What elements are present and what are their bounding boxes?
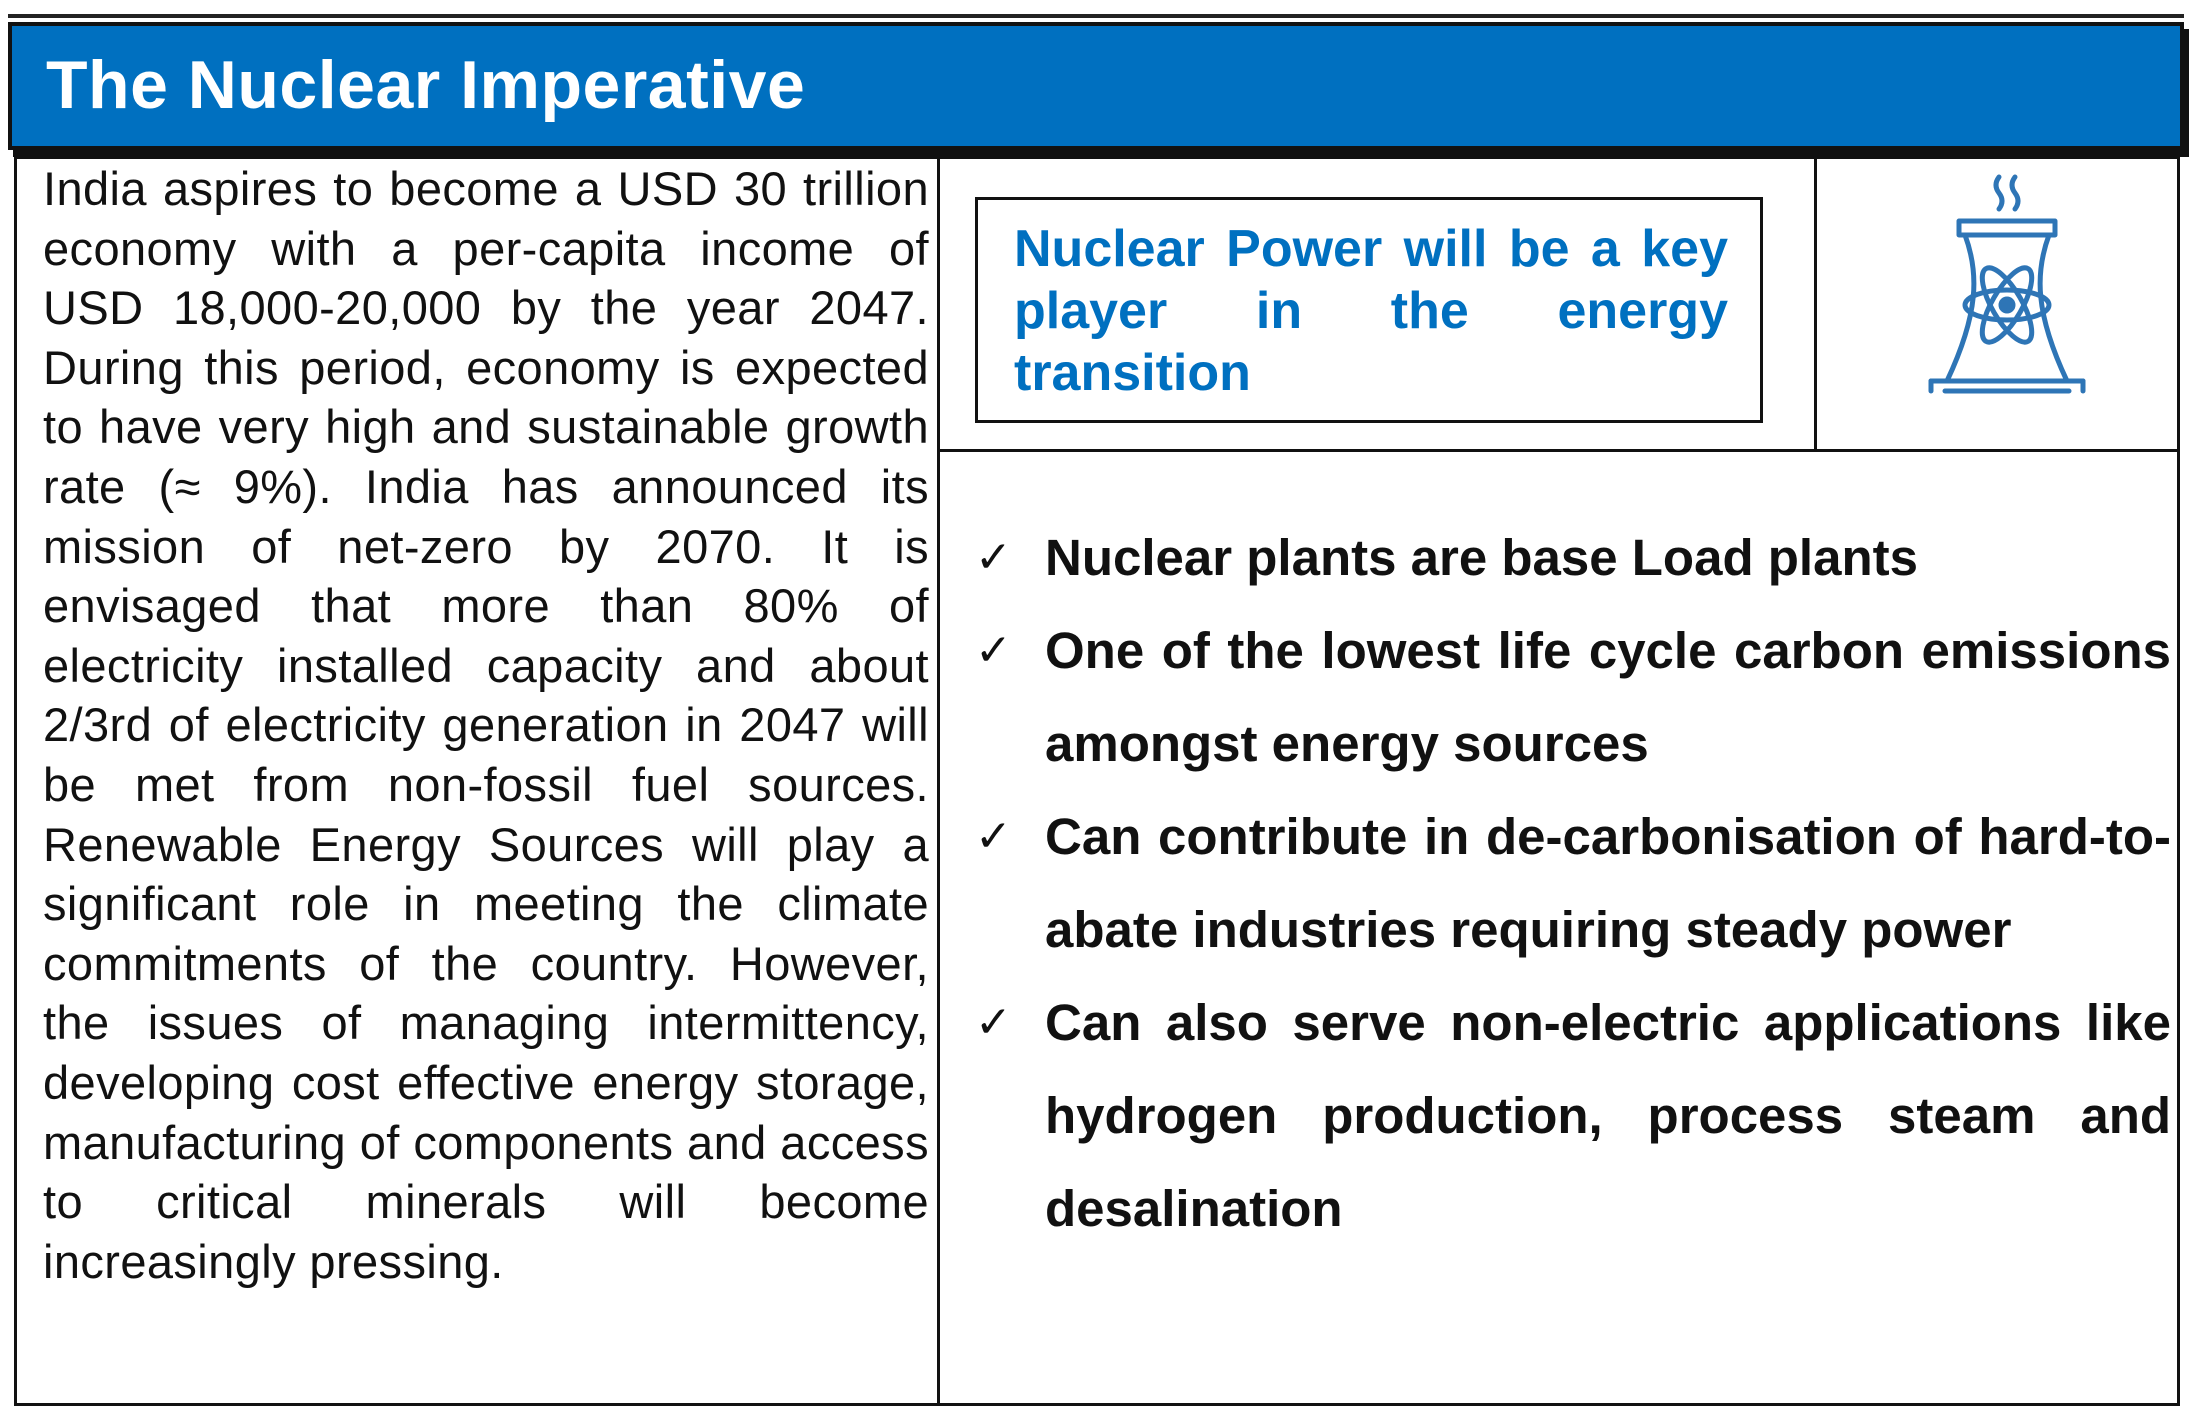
- check-icon: ✓: [975, 811, 1012, 862]
- list-item: [965, 976, 2171, 1255]
- intro-paragraph: India aspires to become a USD 30 trillion economy with a per-capita income of USD 18,000-20,000 by the year 2047. During this period, economy is expected to have very high and sustainable growth rate (≈ 9%). India has announced its mission of net-zero by 2070. It is envisaged that more than 80% of electricity installed capacity and about 2/3rd of electricity generation in 2047 will be met from non-fossil fuel sources. Renewable Energy Sources will play a significant role in meeting the climate commitments of the country. However, the issues of managing intermittency, developing cost effective energy storage, manufacturing of components and access to critical minerals will become increasingly pressing.: [43, 162, 929, 1288]
- list-item-text: Can also serve non-electric applications like hydrogen production, process steam and desalination: [1045, 994, 2171, 1237]
- check-icon: ✓: [975, 625, 1012, 676]
- list-item-text: One of the lowest life cycle carbon emissions amongst energy sources: [1045, 622, 2171, 772]
- check-icon: ✓: [975, 532, 1012, 583]
- top-rule: [8, 14, 2184, 18]
- list-item: [965, 511, 2171, 604]
- list-item: [965, 790, 2171, 976]
- check-icon: ✓: [975, 997, 1012, 1048]
- right-row-divider: [937, 449, 2180, 452]
- list-item-text: Can contribute in de-carbonisation of hard-to-abate industries requiring steady power: [1045, 808, 2171, 958]
- nuclear-cooling-tower-icon: [1907, 163, 2107, 403]
- list-item-text: Nuclear plants are base Load plants: [1045, 529, 1918, 586]
- header-banner: [8, 22, 2184, 150]
- content-panel: [14, 156, 2180, 1406]
- page-title: The Nuclear Imperative: [46, 47, 806, 123]
- list-item: [965, 604, 2171, 790]
- key-message: Nuclear Power will be a key player in the energy transition: [1014, 220, 1728, 402]
- benefit-list: [965, 511, 2171, 1255]
- key-message-box: [975, 197, 1763, 423]
- icon-divider: [1814, 159, 1817, 452]
- column-divider: [937, 159, 940, 1403]
